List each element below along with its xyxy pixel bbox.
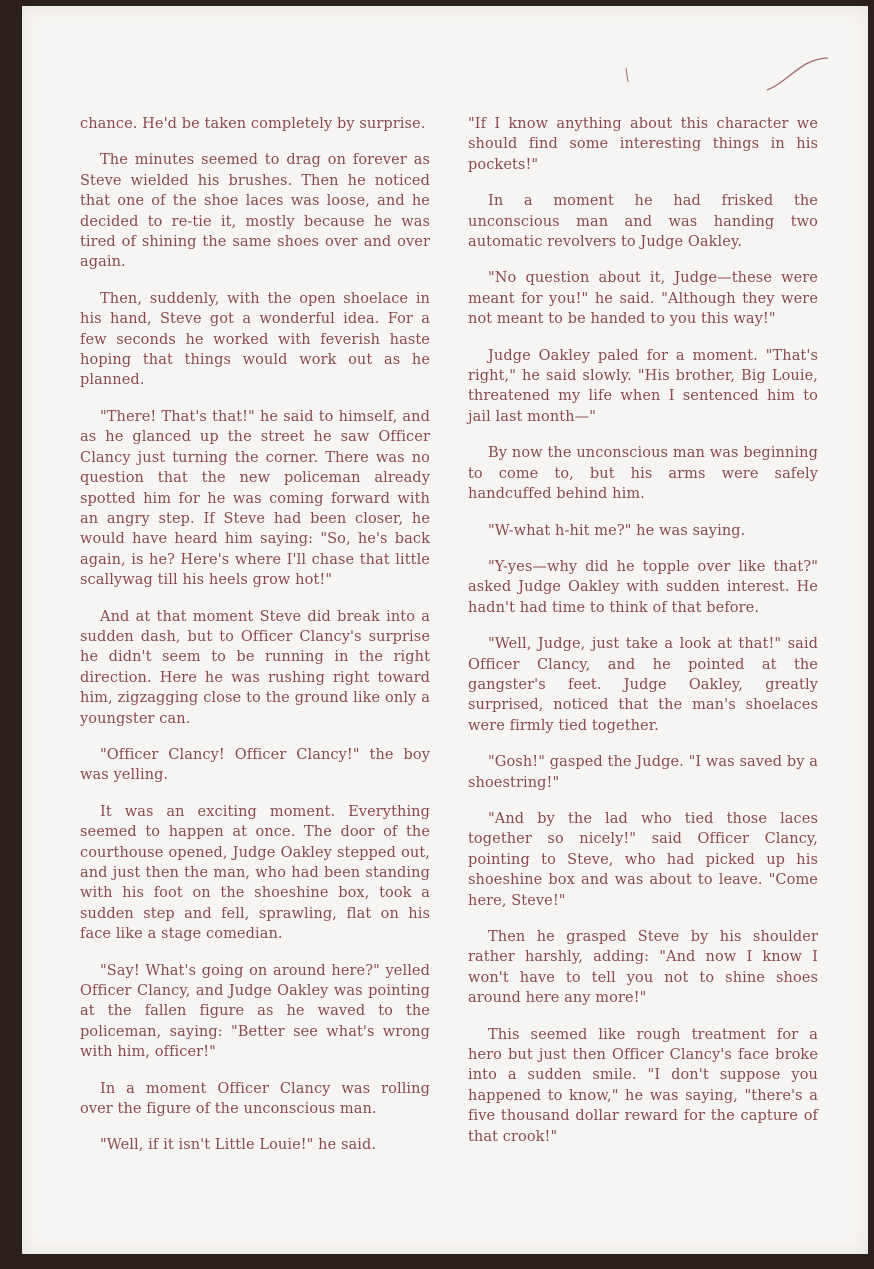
right-column	[468, 114, 818, 1163]
paragraph: And at that moment Steve did break into a sudden dash, but to Officer Clancy's surprise he didn't seem to be running in the right direction. Here he was rushing right toward him, zigzagging close to the ground like only a youngster can.	[80, 608, 430, 727]
paragraph: chance. He'd be taken completely by surprise.	[80, 116, 426, 132]
paragraph: "Gosh!" gasped the Judge. "I was saved by a shoestring!"	[468, 754, 818, 791]
paragraph: "And by the lad who tied those laces together so nicely!" said Officer Clancy, pointing to Steve, who had picked up his shoeshine box and was about to leave. "Come here, Steve!"	[468, 810, 818, 909]
paragraph: "Y-yes—why did he topple over like that?" asked Judge Oakley with sudden interest. He hadn't had time to think of that before.	[468, 558, 818, 616]
paragraph: "Officer Clancy! Officer Clancy!" the boy was yelling.	[80, 746, 430, 784]
paragraph: "No question about it, Judge—these were meant for you!" he said. "Although they were not meant to be handed to you this way!"	[468, 270, 818, 328]
paragraph: "Say! What's going on around here?" yelled Officer Clancy, and Judge Oakley was pointing at the fallen figure as he waved to the policeman, saying: "Better see what's wrong with him, officer!"	[80, 962, 430, 1061]
paragraph: "Well, if it isn't Little Louie!" he said.	[100, 1137, 377, 1154]
paragraph: "Well, Judge, just take a look at that!" said Officer Clancy, and he pointed at the gangster's feet. Judge Oakley, greatly surprised, noticed that the man's shoelaces were firmly tied together.	[468, 636, 818, 734]
paragraph: "W-what h-hit me?" he was saying.	[488, 522, 746, 539]
paragraph: Then he grasped Steve by his shoulder rather harshly, adding: "And now I know I won't have to tell you not to shine shoes around here any more!"	[468, 929, 818, 1007]
paragraph: "If I know anything about this character we should find some interesting things in his pockets!"	[468, 116, 818, 173]
ink-tick-mark	[622, 66, 632, 86]
paragraph: It was an exciting moment. Everything seemed to happen at once. The door of the courthouse opened, Judge Oakley stepped out, and just then the man, who had been standing with his foot on the shoeshine box, took a sudden step and fell, sprawling, flat on his face like a stage comedian.	[80, 803, 430, 943]
paragraph: Then, suddenly, with the open shoelace in his hand, Steve got a wonderful idea. For a few seconds he worked with feverish haste hoping that things would work out as he planned.	[80, 290, 430, 389]
paragraph: By now the unconscious man was beginning to come to, but his arms were safely handcuffed behind him.	[468, 445, 818, 503]
paragraph: In a moment Officer Clancy was rolling over the figure of the unconscious man.	[80, 1080, 430, 1118]
pen-scratch-mark	[762, 54, 832, 99]
left-column	[80, 114, 430, 1172]
paragraph: The minutes seemed to drag on forever as Steve wielded his brushes. Then he noticed that one of the shoe laces was loose, and he decided to re-tie it, mostly because he was tired of shining the same shoes over and over again.	[80, 152, 430, 271]
paragraph: This seemed like rough treatment for a hero but just then Officer Clancy's face broke into a sudden smile. "I don't suppose you happened to know," he was saying, "there's a five thousand dollar reward for the capture of that crook!"	[468, 1026, 818, 1145]
paragraph: "There! That's that!" he said to himself, and as he glanced up the street he saw Officer Clancy just turning the corner. There was no question that the new policeman already spotted him for he was coming forward with an angry step. If Steve had been closer, he would have heard him saying: "So, he's back again, is he? Here's where I'll chase that little scallywag till his heels grow hot!"	[80, 408, 430, 589]
paragraph: Judge Oakley paled for a moment. "That's right," he said slowly. "His brother, Big Louie, threatened my life when I sentenced him to jail last month—"	[468, 347, 818, 425]
paragraph: In a moment he had frisked the unconscious man and was handing two automatic revolvers to Judge Oakley.	[468, 193, 818, 251]
book-page	[22, 6, 868, 1254]
